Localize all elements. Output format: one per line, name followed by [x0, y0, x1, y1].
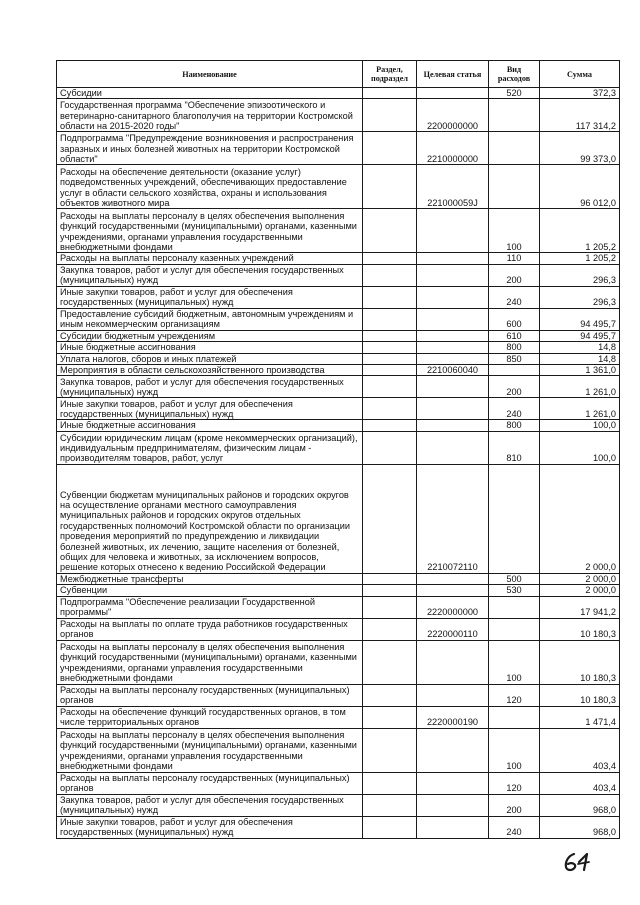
cell-name: Государственная программа "Обеспечение эпизоотического и ветеринарно-санитарного благополучия на территории Костромской области на 2015-2020 годы" [57, 99, 363, 132]
cell-target [417, 253, 489, 264]
cell-target: 2210072110 [417, 464, 489, 573]
cell-section [363, 253, 417, 264]
cell-target [417, 420, 489, 431]
cell-sum: 2 000,0 [540, 585, 620, 596]
cell-sum: 99 373,0 [540, 132, 620, 165]
table-row [57, 342, 620, 353]
cell-target [417, 209, 489, 253]
cell-name: Мероприятия в области сельскохозяйственного производства [57, 365, 363, 376]
cell-name: Субсидии бюджетным учреждениям [57, 330, 363, 341]
cell-target: 2210000000 [417, 132, 489, 165]
cell-name: Расходы на обеспечение деятельности (оказание услуг) подведомственных учреждений, обеспечивающих предоставление услуг в области сельского хозяйства, охраны и использования объектов животного мира [57, 165, 363, 209]
cell-name: Субвенции бюджетам муниципальных районов и городских округов на осуществление органами местного самоуправления муниципальных районов и городских округов отдельных государственных полномочий Костромской области по организации проведения мероприятий по предупреждению и ликвидации болезней животных, их лечению, защите населения от болезней, общих для человека и животных, за исключением вопросов, решение которых отнесено к ведению Российской Федерации [57, 464, 363, 573]
cell-section [363, 376, 417, 398]
cell-name: Закупка товаров, работ и услуг для обеспечения государственных (муниципальных) нужд [57, 376, 363, 398]
cell-section [363, 286, 417, 308]
cell-section [363, 99, 417, 132]
cell-sum: 10 180,3 [540, 684, 620, 706]
cell-name: Расходы на выплаты персоналу в целях обеспечения выполнения функций государственными (муниципальными) органами, казенными учреждениями, органами управления государственными внебюджетными фондами [57, 728, 363, 772]
cell-section [363, 573, 417, 584]
header-section: Раздел, подраздел [363, 61, 417, 88]
table-row [57, 596, 620, 618]
table-row [57, 88, 620, 99]
cell-section [363, 464, 417, 573]
table-row [57, 165, 620, 209]
cell-name: Расходы на выплаты персоналу в целях обеспечения выполнения функций государственными (муниципальными) органами, казенными учреждениями, органами управления государственными внебюджетными фондами [57, 209, 363, 253]
cell-kind: 200 [489, 794, 540, 816]
table-body [57, 88, 620, 839]
cell-kind [489, 706, 540, 728]
cell-section [363, 365, 417, 376]
cell-sum: 372,3 [540, 88, 620, 99]
cell-sum: 296,3 [540, 264, 620, 286]
cell-section [363, 88, 417, 99]
header-kind: Вид расходов [489, 61, 540, 88]
cell-section [363, 420, 417, 431]
table-row [57, 618, 620, 640]
cell-kind: 500 [489, 573, 540, 584]
table-header-row [57, 61, 620, 88]
cell-name: Расходы на обеспечение функций государственных органов, в том числе территориальных органов [57, 706, 363, 728]
cell-kind: 240 [489, 398, 540, 420]
cell-sum: 296,3 [540, 286, 620, 308]
cell-kind: 850 [489, 353, 540, 364]
cell-target [417, 573, 489, 584]
budget-table [56, 60, 620, 839]
cell-name: Иные бюджетные ассигнования [57, 420, 363, 431]
cell-sum: 117 314,2 [540, 99, 620, 132]
cell-sum: 100,0 [540, 431, 620, 464]
cell-sum: 403,4 [540, 772, 620, 794]
cell-kind: 120 [489, 684, 540, 706]
table-row [57, 794, 620, 816]
table-row [57, 728, 620, 772]
cell-name: Субсидии [57, 88, 363, 99]
cell-section [363, 728, 417, 772]
cell-section [363, 209, 417, 253]
table-row [57, 253, 620, 264]
cell-name: Подпрограмма "Предупреждение возникновения и распространения заразных и иных болезней животных на территории Костромской области" [57, 132, 363, 165]
cell-sum: 1 205,2 [540, 253, 620, 264]
cell-name: Межбюджетные трансферты [57, 573, 363, 584]
cell-sum: 10 180,3 [540, 640, 620, 684]
cell-kind: 800 [489, 420, 540, 431]
cell-target [417, 353, 489, 364]
table-row [57, 398, 620, 420]
cell-kind: 610 [489, 330, 540, 341]
header-name: Наименование [57, 61, 363, 88]
cell-kind: 810 [489, 431, 540, 464]
cell-target [417, 342, 489, 353]
cell-kind: 520 [489, 88, 540, 99]
cell-kind [489, 464, 540, 573]
cell-target: 2210060040 [417, 365, 489, 376]
table-row [57, 706, 620, 728]
cell-name: Расходы на выплаты персоналу государственных (муниципальных) органов [57, 772, 363, 794]
cell-section [363, 706, 417, 728]
cell-kind: 240 [489, 816, 540, 838]
cell-target [417, 772, 489, 794]
header-target: Целевая статья [417, 61, 489, 88]
cell-kind: 800 [489, 342, 540, 353]
cell-section [363, 618, 417, 640]
cell-kind: 200 [489, 264, 540, 286]
cell-kind: 100 [489, 209, 540, 253]
cell-name: Закупка товаров, работ и услуг для обеспечения государственных (муниципальных) нужд [57, 794, 363, 816]
cell-sum: 968,0 [540, 794, 620, 816]
cell-name: Расходы на выплаты по оплате труда работников государственных органов [57, 618, 363, 640]
table-row [57, 464, 620, 573]
cell-kind: 100 [489, 728, 540, 772]
cell-kind: 240 [489, 286, 540, 308]
cell-target [417, 816, 489, 838]
cell-kind [489, 596, 540, 618]
cell-sum: 10 180,3 [540, 618, 620, 640]
cell-section [363, 596, 417, 618]
cell-name: Иные закупки товаров, работ и услуг для обеспечения государственных (муниципальных) нужд [57, 816, 363, 838]
cell-section [363, 772, 417, 794]
cell-sum: 1 205,2 [540, 209, 620, 253]
cell-kind [489, 165, 540, 209]
cell-name: Расходы на выплаты персоналу государственных (муниципальных) органов [57, 684, 363, 706]
cell-name: Закупка товаров, работ и услуг для обеспечения государственных (муниципальных) нужд [57, 264, 363, 286]
table-row [57, 264, 620, 286]
table-row [57, 376, 620, 398]
table-row [57, 209, 620, 253]
table-row [57, 286, 620, 308]
cell-sum: 100,0 [540, 420, 620, 431]
cell-section [363, 330, 417, 341]
cell-sum: 2 000,0 [540, 464, 620, 573]
table-row [57, 365, 620, 376]
cell-kind: 100 [489, 640, 540, 684]
table-row [57, 816, 620, 838]
cell-sum: 1 471,4 [540, 706, 620, 728]
cell-target: 221000059J [417, 165, 489, 209]
cell-name: Иные закупки товаров, работ и услуг для обеспечения государственных (муниципальных) нужд [57, 398, 363, 420]
cell-target [417, 330, 489, 341]
cell-target [417, 684, 489, 706]
cell-sum: 2 000,0 [540, 573, 620, 584]
cell-target: 2220000190 [417, 706, 489, 728]
cell-section [363, 640, 417, 684]
table-row [57, 353, 620, 364]
table-row [57, 640, 620, 684]
cell-name: Предоставление субсидий бюджетным, автономным учреждениям и иным некоммерческим организациям [57, 308, 363, 330]
cell-name: Иные бюджетные ассигнования [57, 342, 363, 353]
cell-kind: 120 [489, 772, 540, 794]
cell-name: Расходы на выплаты персоналу казенных учреждений [57, 253, 363, 264]
table-row [57, 585, 620, 596]
table-row [57, 420, 620, 431]
cell-name: Уплата налогов, сборов и иных платежей [57, 353, 363, 364]
cell-target [417, 88, 489, 99]
cell-section [363, 398, 417, 420]
cell-section [363, 342, 417, 353]
cell-kind: 600 [489, 308, 540, 330]
cell-section [363, 308, 417, 330]
cell-target: 2220000110 [417, 618, 489, 640]
handwritten-page-number [560, 850, 600, 874]
cell-target [417, 376, 489, 398]
cell-kind [489, 132, 540, 165]
cell-target [417, 728, 489, 772]
table-row [57, 99, 620, 132]
budget-sheet [56, 60, 619, 839]
cell-section [363, 684, 417, 706]
cell-kind: 110 [489, 253, 540, 264]
cell-sum: 1 261,0 [540, 376, 620, 398]
cell-section [363, 132, 417, 165]
cell-name: Субсидии юридическим лицам (кроме некоммерческих организаций), индивидуальным предпринимателям, физическим лицам - производителям товаров, работ, услуг [57, 431, 363, 464]
cell-name: Подпрограмма "Обеспечение реализации Государственной программы" [57, 596, 363, 618]
cell-kind [489, 99, 540, 132]
cell-section [363, 585, 417, 596]
cell-name: Иные закупки товаров, работ и услуг для обеспечения государственных (муниципальных) нужд [57, 286, 363, 308]
table-row [57, 431, 620, 464]
cell-sum: 14,8 [540, 342, 620, 353]
cell-target: 2220000000 [417, 596, 489, 618]
cell-target [417, 264, 489, 286]
cell-section [363, 165, 417, 209]
table-row [57, 132, 620, 165]
table-row [57, 308, 620, 330]
cell-sum: 1 261,0 [540, 398, 620, 420]
cell-target [417, 431, 489, 464]
cell-sum: 968,0 [540, 816, 620, 838]
cell-sum: 96 012,0 [540, 165, 620, 209]
cell-target [417, 398, 489, 420]
cell-sum: 17 941,2 [540, 596, 620, 618]
table-row [57, 772, 620, 794]
cell-target [417, 286, 489, 308]
cell-section [363, 794, 417, 816]
cell-kind: 200 [489, 376, 540, 398]
cell-section [363, 353, 417, 364]
cell-kind [489, 365, 540, 376]
cell-sum: 14,8 [540, 353, 620, 364]
cell-name: Расходы на выплаты персоналу в целях обеспечения выполнения функций государственными (муниципальными) органами, казенными учреждениями, органами управления государственными внебюджетными фондами [57, 640, 363, 684]
cell-section [363, 816, 417, 838]
cell-sum: 1 361,0 [540, 365, 620, 376]
cell-target [417, 308, 489, 330]
cell-sum: 94 495,7 [540, 330, 620, 341]
table-row [57, 330, 620, 341]
cell-target [417, 585, 489, 596]
table-row [57, 684, 620, 706]
cell-section [363, 264, 417, 286]
table-row [57, 573, 620, 584]
cell-kind: 530 [489, 585, 540, 596]
header-sum: Сумма [540, 61, 620, 88]
cell-target [417, 794, 489, 816]
cell-section [363, 431, 417, 464]
cell-target [417, 640, 489, 684]
cell-target: 2200000000 [417, 99, 489, 132]
cell-name: Субвенции [57, 585, 363, 596]
cell-kind [489, 618, 540, 640]
cell-sum: 403,4 [540, 728, 620, 772]
cell-sum: 94 495,7 [540, 308, 620, 330]
